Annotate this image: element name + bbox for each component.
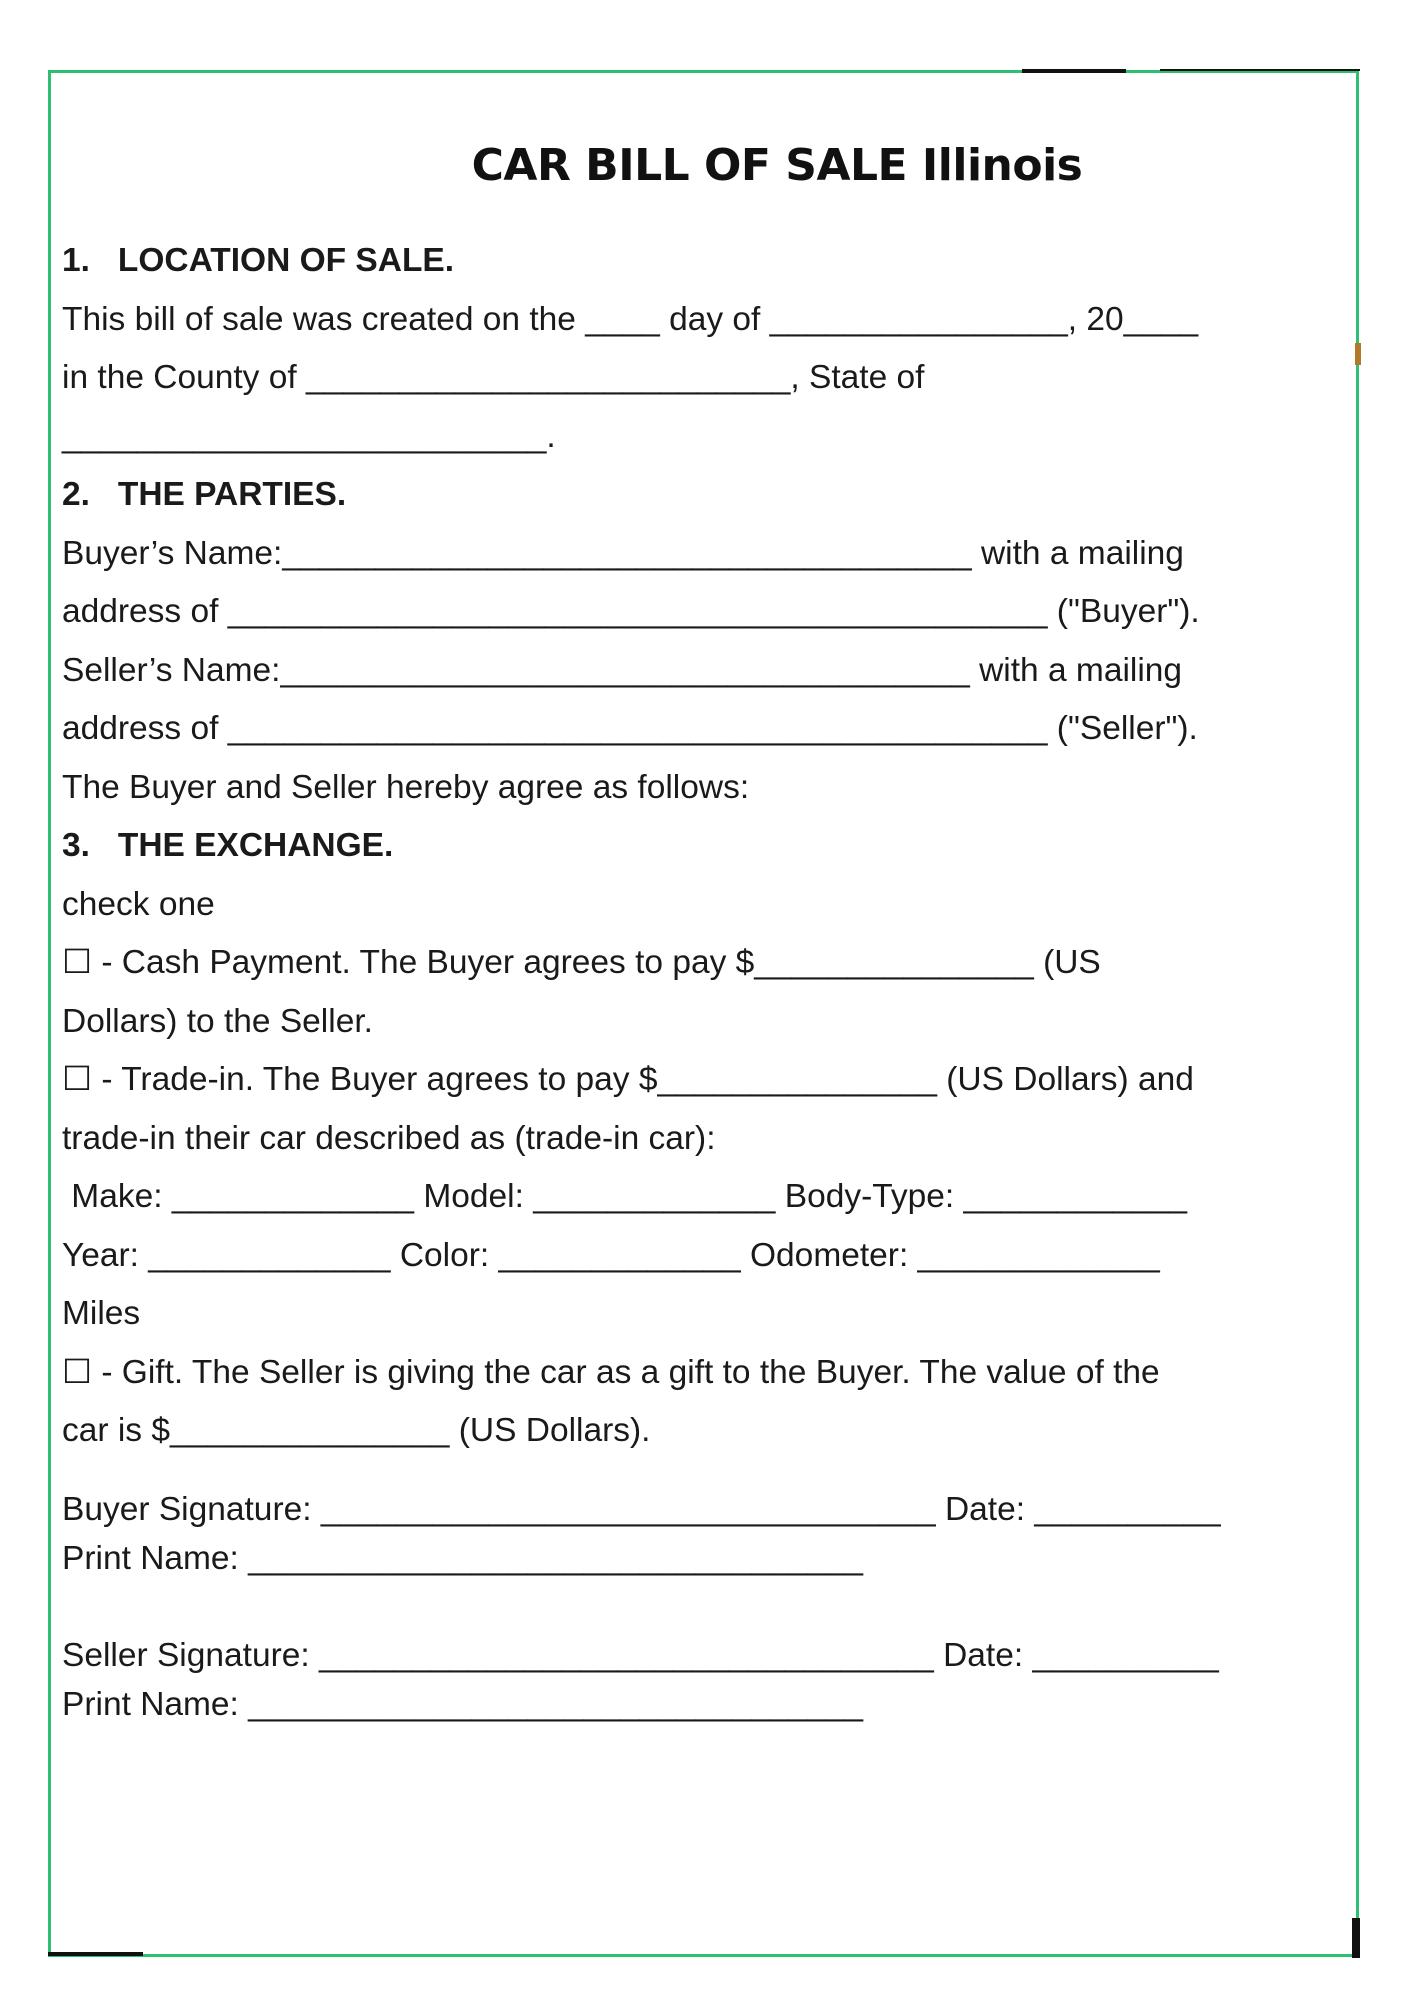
- section-1-line: __________________________.: [62, 417, 556, 455]
- page-title: CAR BILL OF SALE Illinois: [471, 140, 1083, 191]
- gift-option-cont: car is $_______________ (US Dollars).: [62, 1412, 651, 1449]
- seller-address-line: address of ____________________________________________ ("Seller").: [62, 710, 1198, 747]
- check-one-label: check one: [62, 885, 215, 923]
- seller-signature-line: Seller Signature: _________________________________ Date: __________: [62, 1636, 1219, 1674]
- seller-name-line: Seller’s Name:_____________________________________ with a mailing: [62, 651, 1183, 689]
- bottom-left-edge-mark: [48, 1952, 143, 1956]
- seller-print-name-line: Print Name: _________________________________: [62, 1685, 863, 1723]
- trade-in-make-model-line: Make: _____________ Model: _____________ Body-Type: ____________: [62, 1178, 1188, 1215]
- miles-label: Miles: [62, 1295, 141, 1332]
- section-1-line: This bill of sale was created on the ____ day of ________________, 20____: [62, 300, 1199, 338]
- bottom-right-corner-mark: [1352, 1918, 1360, 1958]
- trade-in-year-color-line: Year: _____________ Color: _____________ Odometer: _____________: [62, 1236, 1160, 1274]
- trade-in-option-cont: trade-in their car described as (trade-in car):: [62, 1119, 716, 1157]
- buyer-address-line: address of ____________________________________________ ("Buyer").: [62, 593, 1200, 630]
- section-1-line: in the County of __________________________, State of: [62, 359, 925, 396]
- buyer-print-name-line: Print Name: _________________________________: [62, 1539, 863, 1577]
- top-edge-mark: [1160, 69, 1360, 71]
- section-2-heading: 2. THE PARTIES.: [62, 476, 347, 513]
- buyer-name-line: Buyer’s Name:_____________________________________ with a mailing: [62, 534, 1184, 572]
- cash-payment-option-cont: Dollars) to the Seller.: [62, 1002, 373, 1040]
- section-3-heading: 3. THE EXCHANGE.: [62, 827, 394, 864]
- cash-payment-option: ☐ - Cash Payment. The Buyer agrees to pay $_______________ (US: [62, 944, 1101, 981]
- section-1-heading: 1. LOCATION OF SALE.: [62, 242, 455, 279]
- document-body: [62, 232, 1312, 1729]
- buyer-signature-line: Buyer Signature: _________________________________ Date: __________: [62, 1490, 1221, 1528]
- trade-in-option: ☐ - Trade-in. The Buyer agrees to pay $_______________ (US Dollars) and: [62, 1061, 1194, 1098]
- agreement-line: The Buyer and Seller hereby agree as follows:: [62, 768, 750, 806]
- top-edge-mark: [1022, 69, 1126, 73]
- side-edge-mark: [1355, 343, 1361, 365]
- gift-option: ☐ - Gift. The Seller is giving the car as a gift to the Buyer. The value of the: [62, 1353, 1160, 1391]
